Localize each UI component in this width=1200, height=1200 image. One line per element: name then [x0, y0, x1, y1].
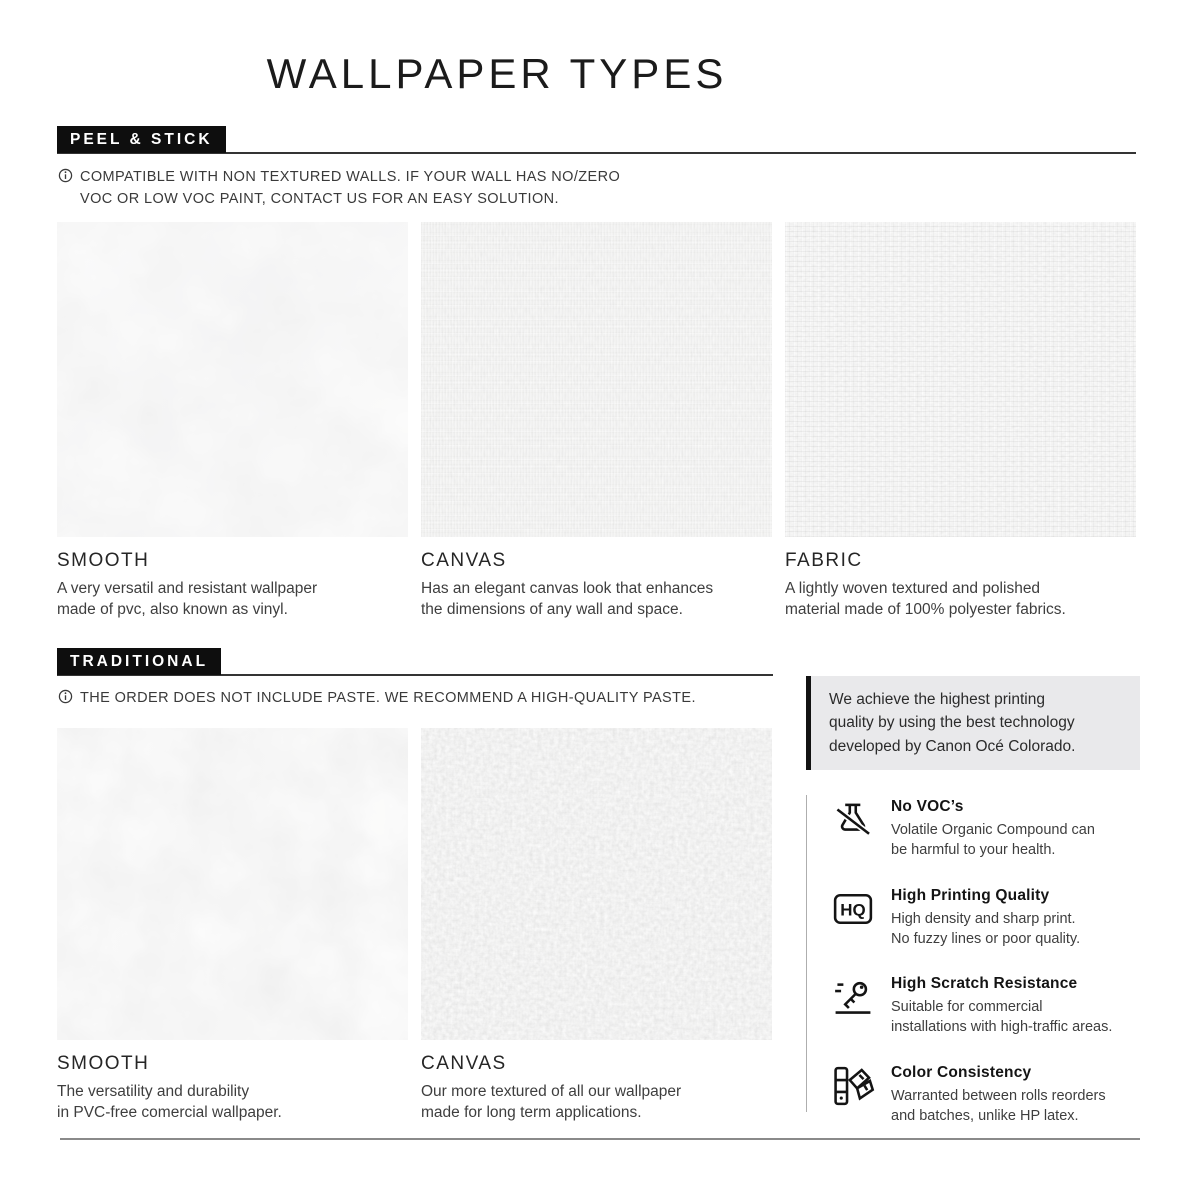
- feature-title: High Scratch Resistance: [891, 975, 1078, 993]
- feature-description: Volatile Organic Compound can be harmful to your health.: [891, 822, 1095, 859]
- woven-fabric-swatch-image: [785, 222, 1136, 537]
- feature-high-printing-quality: [831, 887, 1140, 950]
- swatch-card-peel-stick-smooth: [57, 222, 408, 621]
- swatch-description-canvas-traditional: Our more textured of all our wallpaper made for long term applications.: [421, 1083, 682, 1122]
- swatch-card-traditional-smooth: [57, 728, 408, 1124]
- peel-stick-note-text: COMPATIBLE WITH NON TEXTURED WALLS. IF YOUR WALL HAS NO/ZERO VOC OR LOW VOC PAINT, CONTACT US FOR AN EASY SOLUTION.: [80, 169, 621, 207]
- feature-description: Suitable for commercial installations with high-traffic areas.: [891, 999, 1113, 1036]
- traditional-swatch-row: [57, 728, 772, 1124]
- smooth-vinyl-swatch-image: [57, 222, 408, 537]
- bottom-divider: [60, 1138, 1140, 1140]
- info-icon: [58, 168, 73, 183]
- swatch-title-fabric: FABRIC: [785, 550, 863, 571]
- feature-description: High density and sharp print. No fuzzy lines or poor quality.: [891, 910, 1081, 947]
- feature-color-consistency: [831, 1064, 1140, 1127]
- swatch-title-smooth-traditional: SMOOTH: [57, 1053, 150, 1074]
- feature-title: No VOC’s: [891, 798, 964, 815]
- stucco-canvas-swatch-image: [421, 728, 772, 1040]
- swatch-description-canvas: Has an elegant canvas look that enhances the dimensions of any wall and space.: [421, 580, 714, 619]
- section-label-peel-stick: PEEL & STICK: [57, 126, 226, 153]
- section-rule-traditional: [57, 648, 773, 676]
- peel-stick-note: [58, 167, 668, 211]
- smooth-pvc-free-swatch-image: [57, 728, 408, 1040]
- info-icon: [58, 689, 73, 704]
- swatch-description-smooth: A very versatil and resistant wallpaper made of pvc, also known as vinyl.: [57, 580, 318, 619]
- swatch-description-smooth-traditional: The versatility and durability in PVC-free comercial wallpaper.: [57, 1083, 282, 1122]
- feature-title: Color Consistency: [891, 1063, 1032, 1081]
- feature-description: Warranted between rolls reorders and batches, unlike HP latex.: [891, 1087, 1106, 1125]
- swatch-card-peel-stick-fabric: [785, 222, 1136, 621]
- color-swatchbook-icon: [831, 1064, 875, 1108]
- svg-text:HQ: HQ: [840, 900, 866, 920]
- section-rule-peel-stick: [57, 126, 1136, 154]
- canvas-texture: [421, 222, 772, 537]
- swatch-description-fabric: A lightly woven textured and polished material made of 100% polyester fabrics.: [785, 580, 1066, 619]
- swatch-card-peel-stick-canvas: [421, 222, 772, 621]
- features-list: [806, 795, 1140, 1125]
- fabric-texture: [785, 222, 1136, 537]
- traditional-note: [58, 688, 798, 710]
- hq-badge-icon: [831, 887, 875, 931]
- traditional-note-text: THE ORDER DOES NOT INCLUDE PASTE. WE RECOMMEND A HIGH-QUALITY PASTE.: [80, 690, 696, 706]
- swatch-title-smooth: SMOOTH: [57, 550, 150, 571]
- section-label-traditional: TRADITIONAL: [57, 648, 221, 675]
- swatch-title-canvas: CANVAS: [421, 550, 507, 571]
- printing-quality-callout: [806, 676, 1140, 770]
- peel-stick-swatch-row: [57, 222, 1136, 621]
- fine-canvas-swatch-image: [421, 222, 772, 537]
- swatch-title-canvas-traditional: CANVAS: [421, 1053, 507, 1074]
- stucco-texture: [421, 728, 772, 1040]
- swatch-card-traditional-canvas: [421, 728, 772, 1124]
- smooth-texture: [57, 728, 408, 1040]
- no-voc-flask-icon: [831, 798, 875, 842]
- smooth-texture: [57, 222, 408, 537]
- scratch-resistant-key-icon: [831, 975, 875, 1019]
- feature-no-vocs: [831, 798, 1140, 861]
- page-title: WALLPAPER TYPES: [266, 50, 728, 97]
- printing-quality-callout-text: We achieve the highest printing quality by using the best technology developed by Canon Océ Colorado.: [829, 691, 1076, 755]
- feature-title: High Printing Quality: [891, 886, 1050, 904]
- feature-high-scratch-resistance: [831, 975, 1140, 1038]
